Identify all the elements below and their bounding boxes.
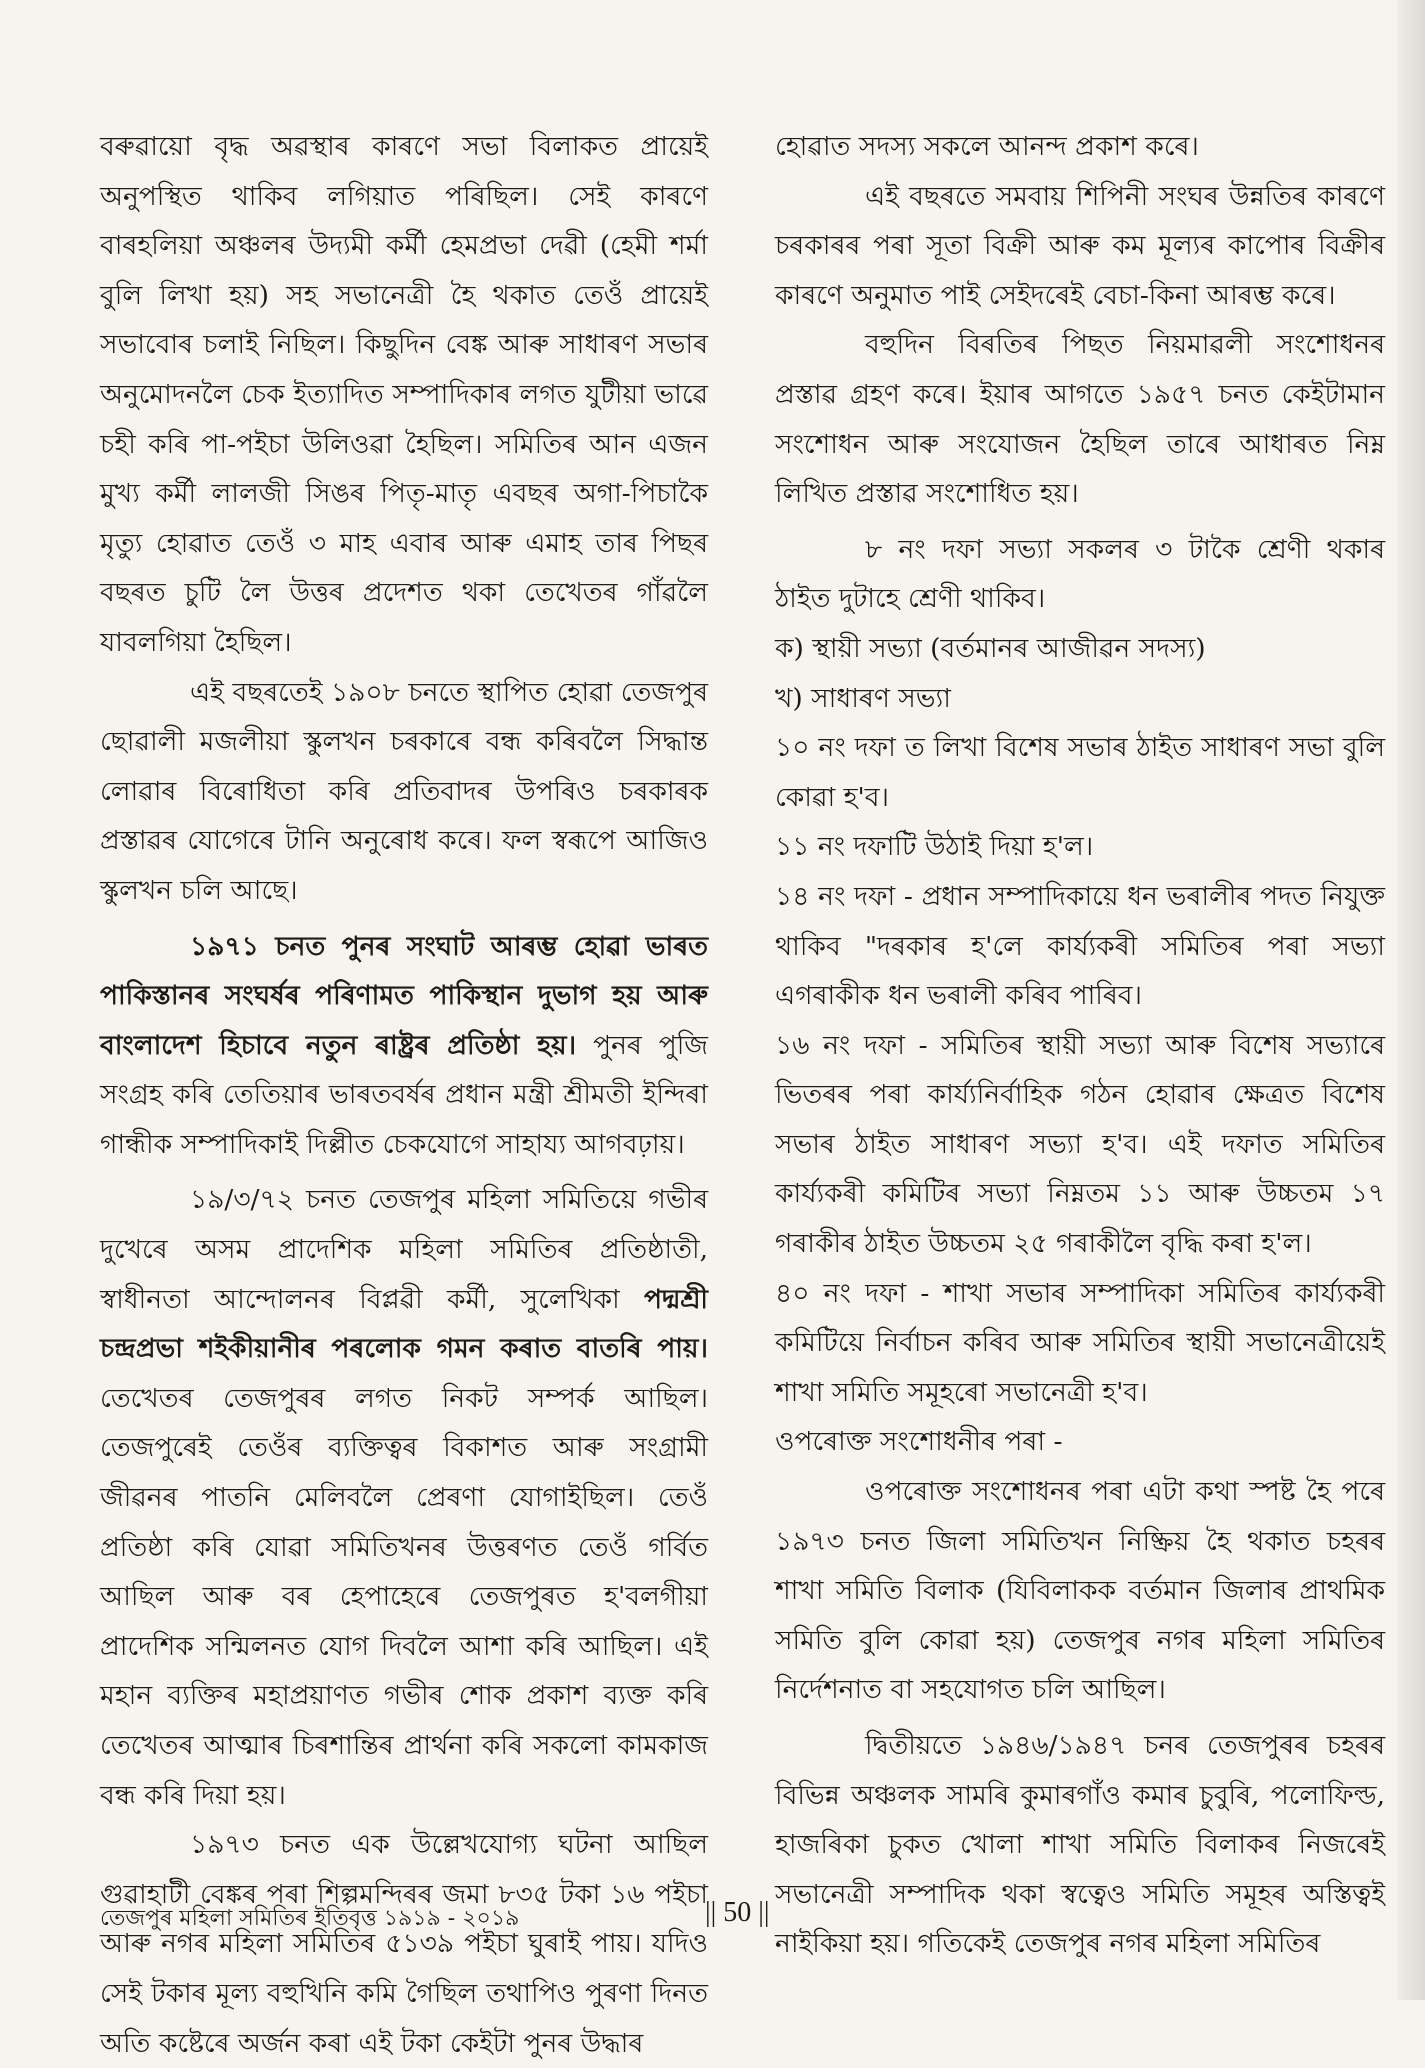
paragraph: হোৱাত সদস্য সকলে আনন্দ প্ৰকাশ কৰে। <box>775 131 1199 162</box>
paragraph: ওপৰোক্ত সংশোধনীৰ পৰা - <box>775 1426 1063 1458</box>
right-column <box>775 122 1385 1960</box>
paragraph: ১৪ নং দফা - প্ৰধান সম্পাদিকায়ে ধন ভৰালীৰ পদত নিযুক্ত থাকিব "দৰকাৰ হ'লে কাৰ্য্যকৰী সমিতিৰ পৰা সভ্যা এগৰাকীক ধন ভৰালী কৰিব পাৰিব। <box>775 880 1385 1012</box>
paragraph-text: পুনৰ পুজি সংগ্ৰহ কৰি তেতিয়াৰ ভাৰতবৰ্ষৰ প্ৰধান মন্ত্ৰী শ্ৰীমতী ইন্দিৰা গান্ধীক সম্পাদিকাই দিল্লীত চেকযোগে সাহায্য আগবঢ়ায়। <box>100 1029 708 1160</box>
paragraph-text: ১৯/৩/৭২ চনত তেজপুৰ মহিলা সমিতিয়ে গভীৰ দুখেৰে অসম প্ৰাদেশিক মহিলা সমিতিৰ প্ৰতিষ্ঠাতী, স্বাধীনতা আন্দোলনৰ বিপ্লৱী কৰ্মী, সুলেখিকা <box>100 1184 708 1315</box>
paragraph: ১১ নং দফাটি উঠাই দিয়া হ'ল। <box>775 831 1094 863</box>
list-item: খ) সাধাৰণ সভ্যা <box>775 682 951 714</box>
paragraph: বৰুৱায়ো বৃদ্ধ অৱস্থাৰ কাৰণে সভা বিলাকত প্ৰায়েই অনুপস্থিত থাকিব লগিয়াত পৰিছিল। সেই কাৰণে বাৰহলিয়া অঞ্চলৰ উদ্যমী কৰ্মী হেমপ্ৰভা দেৱী (হেমী শৰ্মা বুলি লিখা হয়) সহ সভানেত্ৰী হৈ থকাত তেওঁ প্ৰায়েই সভাবোৰ চলাই নিছিল। কিছুদিন বেঙ্ক আৰু সাধাৰণ সভাৰ অনুমোদনলৈ চেক ইত্যাদিত সম্পাদিকাৰ লগত যুটীয়া ভাৱে চহী কৰি পা-পইচা উলিওৱা হৈছিল। সমিতিৰ আন এজন মুখ্য কৰ্মী লালজী সিঙৰ পিতৃ-মাতৃ এবছৰ অগা-পিচাকৈ মৃত্যু হোৱাত তেওঁ ৩ মাহ এবাৰ আৰু এমাহ তাৰ পিছৰ বছৰত চুটি লৈ উত্তৰ প্ৰদেশত থকা তেখেতৰ গাঁৱলৈ যাবলগিয়া হৈছিল। <box>100 131 708 658</box>
list-item: ক) স্থায়ী সভ্যা (বৰ্তমানৰ আজীৱন সদস্য) <box>775 632 1206 664</box>
paragraph: ১০ নং দফা ত লিখা বিশেষ সভাৰ ঠাইত সাধাৰণ সভা বুলি কোৱা হ'ব। <box>775 732 1385 813</box>
paragraph: ৪০ নং দফা - শাখা সভাৰ সম্পাদিকা সমিতিৰ কাৰ্য্যকৰী কমিটিয়ে নিৰ্বাচন কৰিব আৰু সমিতিৰ স্থায়ী সভানেত্ৰীয়েই শাখা সমিতি সমূহৰো সভানেত্ৰী হ'ব। <box>775 1277 1385 1408</box>
paragraph-1972 <box>100 1175 708 1820</box>
page-footer <box>100 1897 1385 1937</box>
paragraph-1971 <box>100 922 708 1170</box>
page-number: || 50 || <box>705 1897 770 1928</box>
paragraph-text: তেখেতৰ তেজপুৰৰ লগত নিকট সম্পৰ্ক আছিল। তেজপুৰেই তেওঁৰ ব্যক্তিত্বৰ বিকাশত আৰু সংগ্ৰামী জীৱনৰ পাতনি মেলিবলৈ প্ৰেৰণা যোগাইছিল। তেওঁ প্ৰতিষ্ঠা কৰি যোৱা সমিতিখনৰ উত্তৰণত তেওঁ গৰ্বিত আছিল আৰু বৰ হেপাহেৰে তেজপুৰত হ'বলগীয়া প্ৰাদেশিক সন্মিলনত যোগ দিবলৈ আশা কৰি আছিল। এই মহান ব্যক্তিৰ মহাপ্ৰয়াণত গভীৰ শোক প্ৰকাশ ব্যক্ত কৰি তেখেতৰ আত্মাৰ চিৰশান্তিৰ প্ৰাৰ্থনা কৰি সকলো কামকাজ বন্ধ কৰি দিয়া হয়। <box>100 1382 708 1811</box>
paragraph: ৮ নং দফা সভ্যা সকলৰ ৩ টাকৈ শ্ৰেণী থকাৰ ঠাইত দুটাহে শ্ৰেণী থাকিব। <box>775 533 1385 615</box>
paragraph: বহুদিন বিৰতিৰ পিছত নিয়মাৱলী সংশোধনৰ প্ৰস্তাৱ গ্ৰহণ কৰে। ইয়াৰ আগতে ১৯৫৭ চনত কেইটামান সংশোধন আৰু সংযোজন হৈছিল তাৰে আধাৰত নিম্ন লিখিত প্ৰস্তাৱ সংশোধিত হয়। <box>775 329 1385 510</box>
paragraph-1973: ১৯৭৩ চনত এক উল্লেখযোগ্য ঘটনা আছিল গুৱাহাটী বেঙ্কৰ পৰা শিল্পমন্দিৰৰ জমা ৮৩৫ টকা ১৬ পইচা আৰু নগৰ মহিলা সমিতিৰ ৫১৩৯ পইচা ঘুৰাই পায়। যদিও সেই টকাৰ মূল্য বহুখিনি কমি গৈছিল তথাপিও পুৰণা দিনত অতি কষ্টেৰে অৰ্জন কৰা এই টকা কেইটা পুনৰ উদ্ধাৰ <box>100 1829 708 2059</box>
paragraph: দ্বিতীয়তে ১৯৪৬/১৯৪৭ চনৰ তেজপুৰৰ চহৰৰ বিভিন্ন অঞ্চলক সামৰি কুমাৰগাঁও কমাৰ চুবুৰি, পলোফিল্ড, হাজৰিকা চুকত খোলা শাখা সমিতি বিলাকৰ নিজৰেই সভানেত্ৰী সম্পাদিক থকা স্বত্বেও সমিতি সমূহৰ অস্তিত্বই নাইকিয়া হয়। গতিকেই তেজপুৰ নগৰ মহিলা সমিতিৰ <box>775 1730 1385 1960</box>
bold-text: পদ্মশ্ৰী চন্দ্ৰপ্ৰভা শইকীয়ানীৰ পৰলোক গমন কৰাত বাতৰি পায়। <box>100 1283 708 1365</box>
footer-title: তেজপুৰ মহিলা সমিতিৰ ইতিবৃত্ত ১৯১৯ - ২০১৯ <box>100 1906 520 1931</box>
page-edge-shadow <box>1397 0 1425 2000</box>
paragraph: এই বছৰতেই ১৯০৮ চনতে স্থাপিত হোৱা তেজপুৰ ছোৱালী মজলীয়া স্কুলখন চৰকাৰে বন্ধ কৰিবলৈ সিদ্ধান্ত লোৱাৰ বিৰোধিতা কৰি প্ৰতিবাদৰ উপৰিও চৰকাৰক প্ৰস্তাৱৰ যোগেৰে টানি অনুৰোধ কৰে। ফল স্বৰূপে আজিও স্কুলখন চলি আছে। <box>100 676 708 906</box>
bold-text: ১৯৭১ চনত পুনৰ সংঘাট আৰম্ভ হোৱা ভাৰত পাকিস্তানৰ সংঘৰ্ষৰ পৰিণামত পাকিস্থান দুভাগ হয় আৰু বাংলাদেশ হিচাবে নতুন ৰাষ্ট্ৰৰ প্ৰতিষ্ঠা হয়। <box>100 930 708 1061</box>
paragraph: ১৬ নং দফা - সমিতিৰ স্থায়ী সভ্যা আৰু বিশেষ সভ্যাৰে ভিতৰৰ পৰা কাৰ্য্যনিৰ্বাহিক গঠন হোৱাৰ ক্ষেত্ৰত বিশেষ সভাৰ ঠাইত সাধাৰণ সভ্যা হ'ব। এই দফাত সমিতিৰ কাৰ্য্যকৰী কমিটিৰ সভ্যা নিম্নতম ১১ আৰু উচ্চতম ১৭ গৰাকীৰ ঠাইত উচ্চতম ২৫ গৰাকীলৈ বৃদ্ধি কৰা হ'ল। <box>775 1029 1385 1260</box>
paragraph: এই বছৰতে সমবায় শিপিনী সংঘৰ উন্নতিৰ কাৰণে চৰকাৰৰ পৰা সূতা বিক্ৰী আৰু কম মূল্যৰ কাপোৰ বিক্ৰীৰ কাৰণে অনুমাত পাই সেইদৰেই বেচা-কিনা আৰম্ভ কৰে। <box>775 180 1385 311</box>
paragraph: ওপৰোক্ত সংশোধনৰ পৰা এটা কথা স্পষ্ট হৈ পৰে ১৯৭৩ চনত জিলা সমিতিখন নিষ্ক্ৰিয় হৈ থকাত চহৰৰ শাখা সমিতি বিলাক (যিবিলাকক বৰ্তমান জিলাৰ প্ৰাথমিক সমিতি বুলি কোৱা হয়) তেজপুৰ নগৰ মহিলা সমিতিৰ নিৰ্দেশনাত বা সহযোগত চলি আছিল। <box>775 1476 1385 1706</box>
